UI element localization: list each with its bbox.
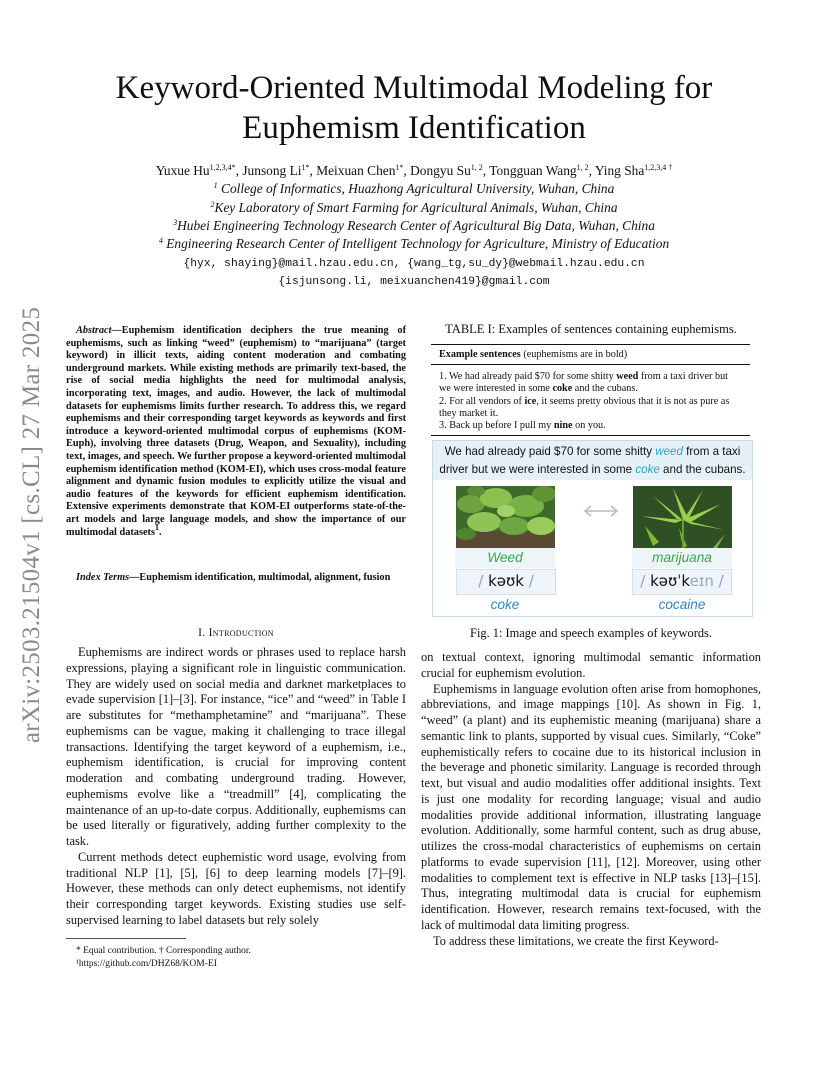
paragraph: Current methods detect euphemistic word usage, evolving from traditional NLP [1], [5], [6] to deep learning models [7]–[9]. However, these methods can only detect euphemisms, not identify their corresponding target keywords. Existing studies use self-supervised learning to label datasets but rely solely xyxy=(66,849,406,927)
arxiv-stamp xyxy=(12,285,52,765)
author: Tongguan Wang$^{1, 2}$ xyxy=(489,163,589,178)
table-header: Example sentences (euphemisms are in bold) xyxy=(439,349,628,360)
label-cocaine: cocaine xyxy=(632,595,732,615)
email-line: {hyx, shaying}@mail.hzau.edu.cn, {wang_tg,su_dy}@webmail.hzau.edu.cn xyxy=(183,258,645,270)
author: Yuxue $Hu^{1,2,3,4*}$ xyxy=(155,163,236,178)
index-terms xyxy=(66,572,406,585)
table-row: 2. For all vendors of ice, it seems pretty obvious that it is not as pure as they market it. xyxy=(439,395,730,419)
weed-plant-image xyxy=(456,486,555,548)
author: Meixuan Chen$^{1*}$ xyxy=(316,163,404,178)
index-terms-text: —Euphemism identification, multimodal, alignment, fusion xyxy=(129,572,391,583)
affiliation: $^4$ Engineering Research Center of Intelligent Technology for Agriculture, Ministry of Education xyxy=(158,236,670,251)
abstract-label: Abstract xyxy=(76,325,112,336)
abstract-footnote-mark: 1 xyxy=(154,522,159,532)
label-coke: coke xyxy=(455,595,555,615)
author: Junsong $Li^{1*}$ xyxy=(242,163,310,178)
examples-table xyxy=(431,344,750,436)
label-weed: Weed xyxy=(455,548,555,568)
footnote-equal-contribution: * Equal contribution. † Corresponding author. xyxy=(76,946,251,956)
table-row: 3. Back up before I pull my nine on you. xyxy=(439,420,606,432)
paragraph: Euphemisms are indirect words or phrases used to replace harsh expressions, playing a significant role in linguistic communication. They are widely used on social media and darknet marketplaces to evade supervision [1]–[3]. For instance, “ice” and “weed” in Table I are substitutes for “methamphetamine” and “marijuana”. These euphemisms can be vague, making it challenging to trace illegal transactions. Identifying the target keyword of a euphemism, i.e., euphemism identification, is crucial for improving content moderation and combating underground trading. However, euphemisms evolve like a “treadmill” [4], complicating the maintenance of an up-to-date corpus. Additionally, euphemisms can be used literally or figuratively, adding further complexity to the task. xyxy=(66,645,406,848)
label-marijuana: marijuana xyxy=(632,548,732,568)
title-line-1: Keyword-Oriented Multimodal Modeling for xyxy=(115,70,713,106)
table-caption: TABLE I: Examples of sentences containing euphemisms. xyxy=(445,322,737,336)
title-line-2: Euphemism Identification xyxy=(242,110,586,146)
abstract-text: —Euphemism identification deciphers the true meaning of euphemisms, such as linking “weed” (euphemism) to “marijuana” (target keyword) in illicit texts, aiding content moderation and combating underground markets. While existing methods are primarily text-based, the rise of social media highlights the need for multimodal analysis, incorporating text, images, and audio. However, the lack of multimodal datasets for euphemisms limits further research. To address this, we regard euphemisms and their corresponding target keywords as keywords and first introduce a keyword-oriented multimodal corpus of euphemisms (KOM-Euph), involving three datasets (Drug, Weapon, and Sexuality), including text, images, and speech. We further propose a keyword-oriented multimodal euphemism identification method (KOM-EI), which uses cross-modal feature alignment and dynamic fusion modules to explicitly utilize the visual and audio features of the keywords for efficient euphemism identification. Extensive experiments demonstrate that KOM-EI outperforms state-of-the-art models and large language models, and show the importance of our multimodal datasets xyxy=(66,325,406,538)
marijuana-leaf-image xyxy=(633,486,732,548)
author: Ying Sha$^{1,2,3,4 \dagger}$ xyxy=(594,163,673,178)
double-arrow-icon xyxy=(581,501,621,521)
phonetic-coke: / kəʊk / xyxy=(456,569,556,595)
figure-keyword-examples xyxy=(432,440,753,617)
footnote-separator xyxy=(66,938,186,939)
figure-caption: Fig. 1: Image and speech examples of keywords. xyxy=(470,626,712,640)
footnotes xyxy=(66,945,406,971)
abstract: Abstract—Euphemism identification deciphers the true meaning of euphemisms, such as linking “weed” (euphemism) to “marijuana” (target keyword) in illicit texts, aiding content moderation and combating underground markets. While existing methods are primarily text-based, the rise of social media highlights the need for multimodal analysis, incorporating text, images, and audio. However, the lack of multimodal datasets for euphemisms limits further research. To address this, we regard euphemisms and their corresponding target keywords as keywords and first introduce a keyword-oriented multimodal corpus of euphemisms (KOM-Euph), involving three datasets (Drug, Weapon, and Sexuality), including text, images, and speech. We further propose a keyword-oriented multimodal euphemism identification method (KOM-EI), which uses cross-modal feature alignment and dynamic fusion modules to explicitly utilize the visual and audio features of the keywords for efficient euphemism identification. Extensive experiments demonstrate that KOM-EI outperforms state-of-the-art models and large language models, and show the importance of our multimodal datasets$^1$. xyxy=(66,325,406,538)
arxiv-id: arXiv:2503.21504v1 [cs.CL] 27 Mar 2025 xyxy=(18,306,45,744)
paper-title xyxy=(70,68,758,148)
footnote-repo-link[interactable]: ¹https://github.com/DHZ68/KOM-EI xyxy=(76,959,217,969)
affiliation: $^2$Key Laboratory of Smart Farming for Agricultural Animals, Wuhan, China xyxy=(210,200,618,215)
paragraph: To address these limitations, we create the first Keyword- xyxy=(433,933,719,948)
phonetic-cocaine: / kəʊˈkeɪn / xyxy=(632,569,732,595)
affiliation: $^1$ College of Informatics, Huazhong Agricultural University, Wuhan, China xyxy=(213,181,615,196)
table-bottom-rule xyxy=(431,435,750,436)
paragraph: on textual context, ignoring multimodal semantic information crucial for euphemism evolution. xyxy=(421,650,761,680)
author: Dongyu Su$^{1, 2}$ xyxy=(410,163,483,178)
section-heading: I. Introduction xyxy=(198,626,274,639)
intro-right-column xyxy=(421,650,761,949)
affiliation: $^3$Hubei Engineering Technology Research Center of Agricultural Big Data, Wuhan, China xyxy=(173,218,655,233)
table-body xyxy=(431,365,750,435)
table-row: 1. We had already paid $70 for some shitty weed from a taxi driver but we were interested in some coke and the cubans. xyxy=(439,371,728,395)
paragraph: Euphemisms in language evolution often arise from homophones, abbreviations, and image mappings [10]. As shown in Fig. 1, “weed” (a plant) and its euphemistic meaning (marijuana) share a semantic link to plants, supported by visual cues. Similarly, “Coke” euphemistically refers to cocaine due to its historical inclusion in the beverage and phonetic similarity. Language is recorded through text, but visual and audio modalities offer additional insights. Text is just one modality for recording language; visual and audio modalities provide additional information, illustrating language evolution. Additionally, some harmful content, such as drug abuse, utilizes the cross-modal characteristics of euphemisms on certain platforms to evade supervision [11], [12]. Moreover, using other modalities to complement text is effective in NLP tasks [13]–[15]. Thus, integrating multimodal data is crucial for euphemism identification. However, research remains text-focused, with the lack of multimodal data limiting progress. xyxy=(421,681,761,932)
author-list: Yuxue $Hu^{1,2,3,4*}$, Junsong $Li^{1*}$, Meixuan Chen$^{1*}$, Dongyu Su$^{1, 2}$, Tongguan Wang$^{1, 2}$, Ying Sha$^{1,2,3,4 \dagger}$ xyxy=(155,163,673,178)
index-terms-label: Index Terms xyxy=(76,572,130,583)
figure-sentence: We had already paid $70 for some shitty weed from a taxi driver but we were interested in some coke and the cubans. xyxy=(433,441,752,480)
email-line: {isjunsong.li, meixuanchen419}@gmail.com xyxy=(278,276,550,288)
intro-left-column xyxy=(66,645,406,929)
